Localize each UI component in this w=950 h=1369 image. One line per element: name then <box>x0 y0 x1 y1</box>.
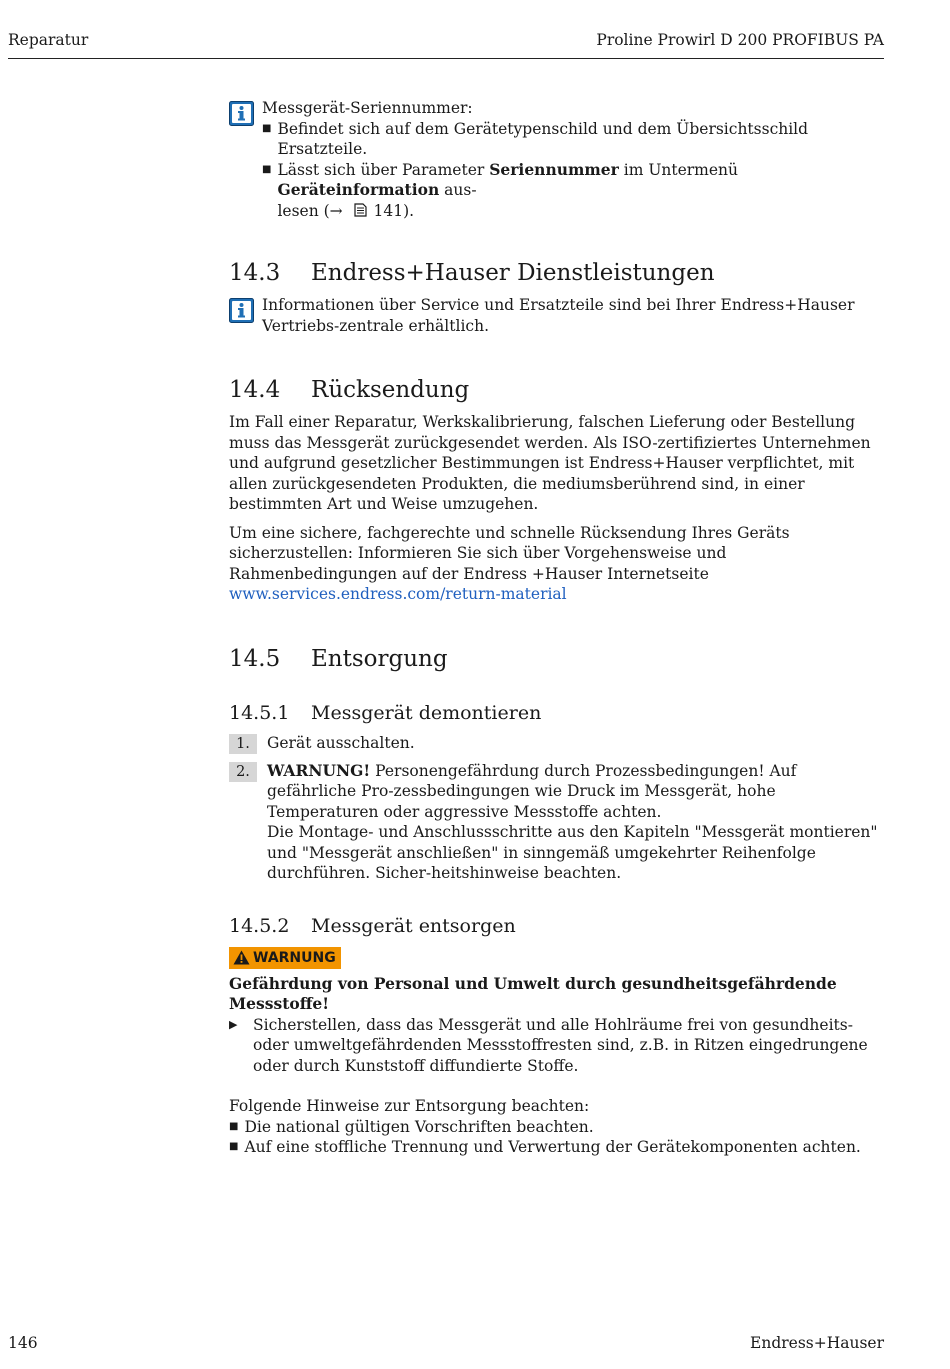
warning-action-item <box>229 1015 884 1077</box>
warning-title: Gefährdung von Personal und Umwelt durch gesundheitsgefährdende Messstoffe! <box>229 973 837 1013</box>
parameter-name: Seriennummer <box>489 159 619 179</box>
section-heading-14-5: 14.5 Entsorgung <box>229 645 448 672</box>
page-icon <box>354 203 367 217</box>
step-text: Gerät ausschalten. <box>267 733 415 752</box>
warning-triangle-icon <box>233 950 250 965</box>
list-item <box>262 160 884 222</box>
note-text: Informationen über Service und Ersatzteile sind bei Ihrer Endress+Hauser Vertriebs-zentrale erhältlich. <box>262 296 855 335</box>
info-icon <box>229 101 254 126</box>
warning-action-text: Sicherstellen, dass das Messgerät und alle Hohlräume frei von gesundheits- oder umweltgefährdenden Messstoffresten sind, z.B. in Ritzen eingedrungene oder durch Kunststoff diffundierte Stoffe. <box>253 1015 868 1075</box>
step-item <box>229 733 884 754</box>
bullet-square-icon: ■ <box>229 1141 239 1152</box>
bullet-square-icon: ■ <box>262 122 272 134</box>
list-item <box>229 1117 884 1138</box>
serial-number-note <box>229 98 884 221</box>
return-paragraph: Im Fall einer Reparatur, Werkskalibrierung, falschen Lieferung oder Bestellung muss das Messgerät zurückgesendet werden. Als ISO-zertifiziertes Unternehmen und aufgrund gesetzlicher Bestimmungen ist Endress+Hauser verpflichtet, mit allen zurückgesendeten Produkten, die mediumsberührend sind, in einer bestimmten Art und Weise umzugehen. <box>229 413 871 513</box>
bullet-square-icon: ■ <box>262 163 272 175</box>
footer-brand: Endress+Hauser <box>750 1334 884 1352</box>
section-heading-14-4: 14.4 Rücksendung <box>229 377 470 403</box>
header-product-title: Proline Prowirl D 200 PROFIBUS PA <box>596 31 884 49</box>
bullet-square-icon: ■ <box>229 1120 239 1132</box>
page-content <box>229 98 884 1158</box>
bullet-text: Befindet sich auf dem Gerätetypenschild und dem Übersichtsschild Ersatzteile. <box>277 119 809 158</box>
header-divider <box>8 58 884 59</box>
list-item <box>229 1137 884 1158</box>
bullet-text: Lässt sich über Parameter Seriennummer im Untermenü Geräteinformation aus- lesen (→ 141). <box>277 159 739 220</box>
return-material-link[interactable]: www.services.endress.com/return-material <box>229 585 567 603</box>
submenu-name: Geräteinformation <box>277 180 440 199</box>
page-reference-link[interactable]: 141). <box>368 201 415 220</box>
bullet-text: Die national gültigen Vorschriften beachten. <box>244 1117 594 1136</box>
warning-badge: WARNUNG <box>229 947 341 969</box>
step-text: WARNUNG! Personengefährdung durch Prozessbedingungen! Auf gefährliche Pro-zessbedingungen wie Druck im Messgerät, hohe Temperaturen oder aggressive Messstoffe achten. Die Montage- und Anschlussschritte aus den Kapiteln "Messgerät montieren" und "Messgerät anschließen" in sinngemäß umgekehrter Reihenfolge durchführen. Sicher-heitshinweise beachten. <box>267 760 878 882</box>
service-note <box>229 295 884 336</box>
subsection-heading-14-5-1: 14.5.1 Messgerät demontieren <box>229 701 542 724</box>
step-item <box>229 761 884 884</box>
header-section-title: Reparatur <box>8 31 89 49</box>
warning-block <box>229 947 884 1077</box>
note-title: Messgerät-Seriennummer: <box>262 99 473 117</box>
arrow-right-icon: ▶ <box>229 1017 238 1031</box>
return-info-paragraph: Um eine sichere, fachgerechte und schnelle Rücksendung Ihres Geräts sicherzustellen: Informieren Sie sich über Vorgehensweise und Rahmenbedingungen auf der Endress +Hauser Internetseite www.services.endress.com/return-material <box>229 523 790 603</box>
list-item <box>262 119 884 160</box>
page-number: 146 <box>8 1334 38 1352</box>
disposal-intro: Folgende Hinweise zur Entsorgung beachten: <box>229 1097 590 1115</box>
step-number: 1. <box>229 734 257 754</box>
section-heading-14-3: 14.3 Endress+Hauser Dienstleistungen <box>229 260 715 286</box>
bullet-text: Auf eine stoffliche Trennung und Verwertung der Gerätekomponenten achten. <box>244 1138 861 1156</box>
step-number: 2. <box>229 762 257 782</box>
subsection-heading-14-5-2: 14.5.2 Messgerät entsorgen <box>229 914 516 937</box>
warning-label: WARNUNG! <box>267 760 371 780</box>
info-icon <box>229 298 254 323</box>
